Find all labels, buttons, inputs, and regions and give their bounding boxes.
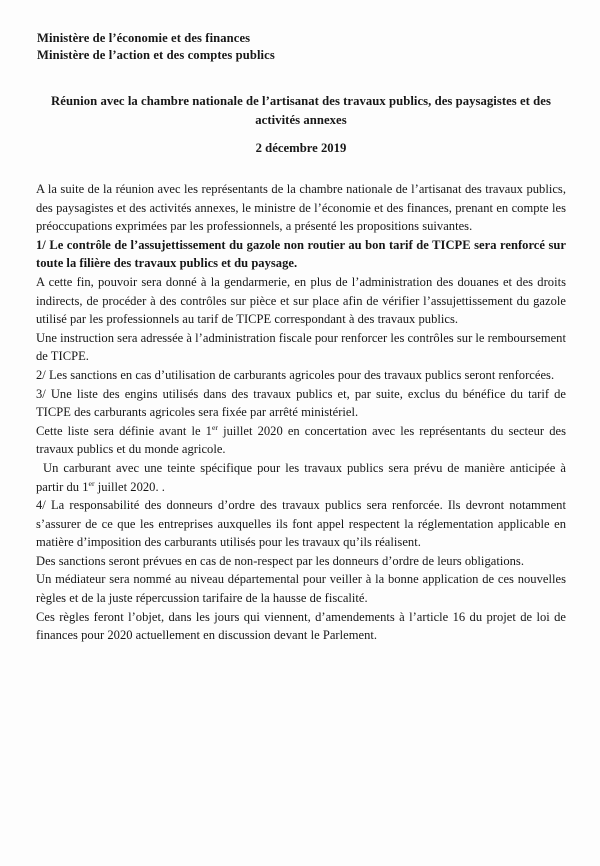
deadline-ordinal-suffix: er <box>211 422 219 432</box>
fuel-ordinal-suffix: er <box>88 478 95 488</box>
intro-paragraph: A la suite de la réunion avec les représentants de la chambre nationale de l’artisanat des travaux publics, des paysagistes et des activités annexes, le ministre de l’économie et des finances, prenant en compte les préoccupations exprimées par les professionnels, a présenté les propositions suivantes. <box>36 182 566 234</box>
deadline-text-after: juillet 2020 en concertation avec les représentants du secteur des travaux publics et du monde agricole. <box>36 423 566 457</box>
section-1-paragraph-1: A cette fin, pouvoir sera donné à la gendarmerie, en plus de l’administration des douanes et des droits indirects, de procéder à des contrôles sur pièce et sur place afin de vérifier l’assujettissement du gazole utilisé par les professionnels au tarif de TICPE correspondant à des travaux publics. <box>36 274 566 327</box>
page-title: Réunion avec la chambre nationale de l’artisanat des travaux publics, des paysagistes et des activités annexes <box>51 94 551 127</box>
section-4-paragraph-2: Un médiateur sera nommé au niveau départemental pour veiller à la bonne application de ces nouvelles règles et de la juste répercussion tarifaire de la hausse de fiscalité. <box>36 572 566 606</box>
section-3-paragraph-deadline <box>36 422 566 459</box>
document-date: 2 décembre 2019 <box>255 141 347 155</box>
ministry-header-line-2: Ministère de l’action et des comptes publics <box>37 47 275 62</box>
section-4-paragraph-1: Des sanctions seront prévues en cas de non-respect par les donneurs d’ordre de leurs obligations. <box>36 553 524 568</box>
section-3-paragraph-fuel <box>36 459 566 496</box>
document-body <box>36 180 566 645</box>
fuel-text-after: juillet 2020. . <box>94 479 165 494</box>
closing-paragraph: Ces règles feront l’objet, dans les jours qui viennent, d’amendements à l’article 16 du projet de loi de finances pour 2020 actuellement en discussion devant le Parlement. <box>36 609 566 643</box>
section-4-heading: 4/ La responsabilité des donneurs d’ordre des travaux publics sera renforcée. Ils devront notamment s’assurer de ce que les entreprises auxquelles ils font appel respectent la réglementation applicable en matière d’imposition des carburants utilisés pour les travaux qu’ils réalisent. <box>36 498 566 550</box>
ministry-header <box>37 30 566 63</box>
deadline-text-before: Cette liste sera définie avant le 1 <box>36 423 212 438</box>
section-1-heading: 1/ Le contrôle de l’assujettissement du gazole non routier au bon tarif de TICPE sera renforcé sur toute la filière des travaux publics et du paysage. <box>36 237 566 271</box>
fuel-text-before: Un carburant avec une teinte spécifique pour les travaux publics sera prévu de manière anticipée à partir du 1 <box>36 460 566 494</box>
section-2-heading: 2/ Les sanctions en cas d’utilisation de carburants agricoles pour des travaux publics seront renforcées. <box>36 367 555 382</box>
section-3-heading: 3/ Une liste des engins utilisés dans des travaux publics et, par suite, exclus du bénéfice du tarif de TICPE des carburants agricoles sera fixée par arrêté ministériel. <box>36 386 566 420</box>
section-1-paragraph-2: Une instruction sera adressée à l’administration fiscale pour renforcer les contrôles sur le remboursement de TICPE. <box>36 330 566 364</box>
ministry-header-line-1: Ministère de l’économie et des finances <box>37 31 251 45</box>
